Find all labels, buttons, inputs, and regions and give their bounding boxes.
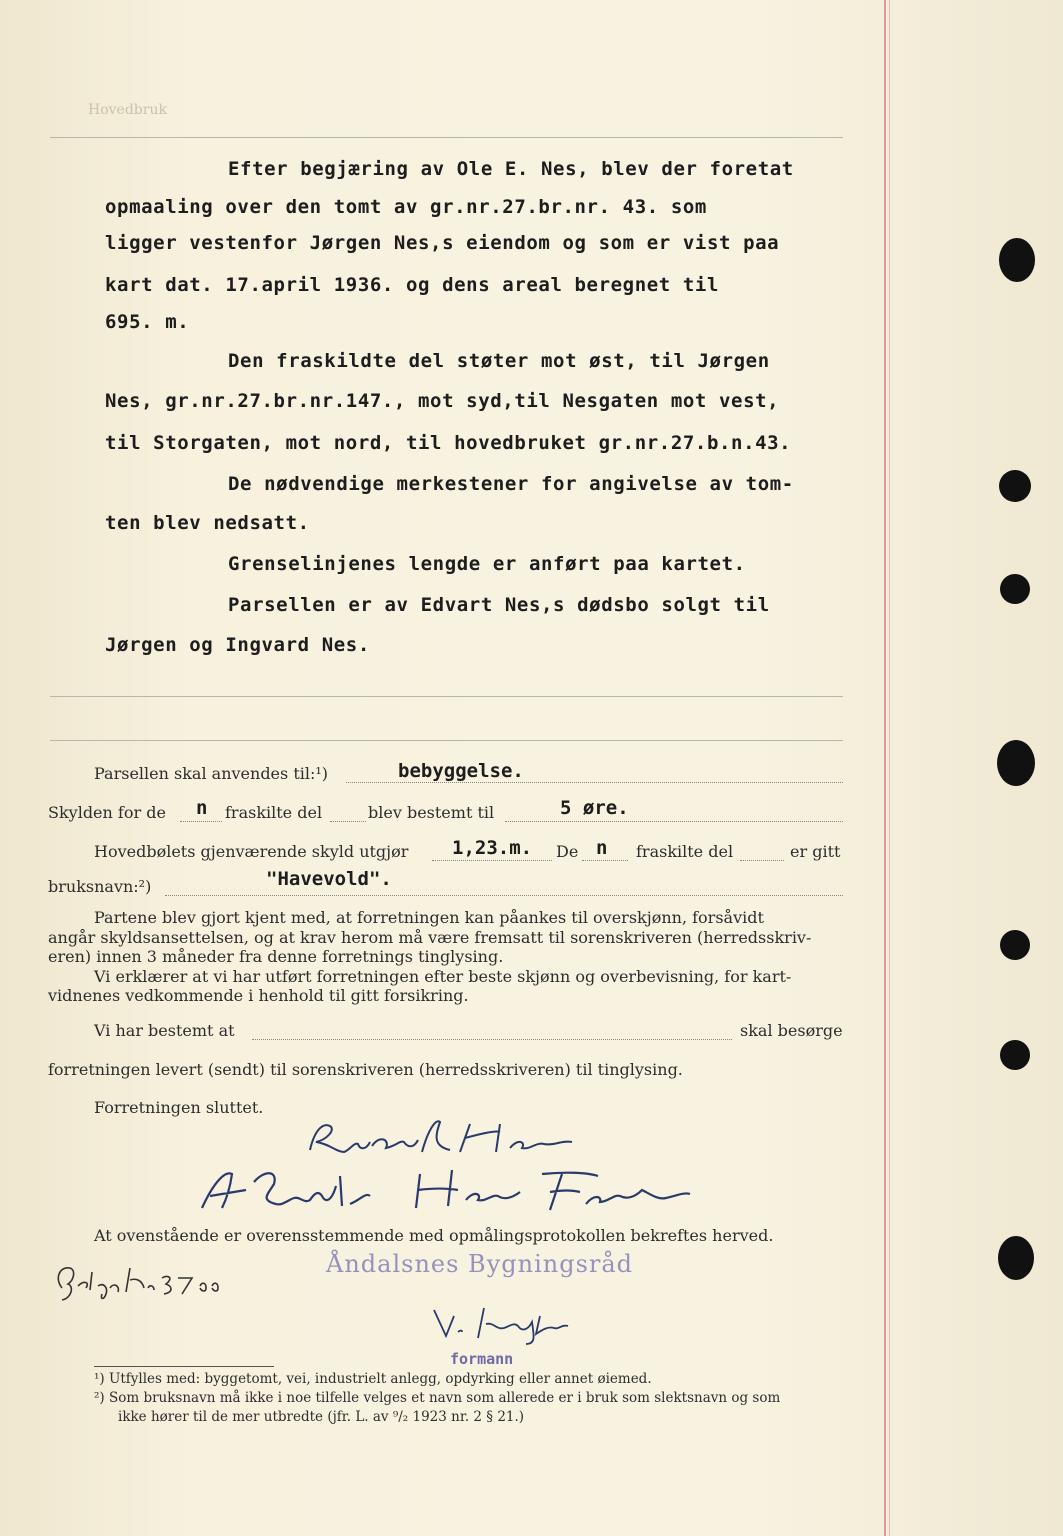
footnote: ikke hører til de mer utbredte (jfr. L. av ⁹/₂ 1923 nr. 2 § 21.) — [118, 1409, 525, 1425]
hoved-dots-3 — [740, 860, 784, 861]
hoved-label: Hovedbølets gjenværende skyld utgjør — [94, 842, 409, 861]
hoved-de: De — [556, 842, 579, 861]
typed-line: Jørgen og Ingvard Nes. — [105, 634, 370, 656]
punch-hole — [999, 238, 1035, 282]
typed-line: kart dat. 17.april 1936. og dens areal beregnet til — [105, 274, 719, 296]
typed-line: 695. m. — [105, 311, 190, 333]
typed-line: Den fraskildte del støter mot øst, til Jørgen — [228, 350, 770, 372]
punch-hole — [997, 740, 1035, 786]
header-mark: Hovedbruk — [88, 102, 167, 118]
signature-rudolf — [300, 1112, 620, 1162]
skyld-label: Skylden for de — [48, 803, 166, 822]
footnote: ²) Som bruksnavn må ikke i noe tilfelle velges et navn som allerede er i bruk som slektsnavn og som — [94, 1390, 781, 1406]
typed-line: Grenselinjenes lengde er anført paa kartet. — [228, 553, 746, 575]
skyld-n: n — [196, 797, 208, 819]
typed-line: til Storgaten, mot nord, til hovedbruket gr.nr.27.b.n.43. — [105, 432, 792, 454]
signature-formann — [424, 1296, 584, 1346]
footnote: ¹) Utfylles med: byggetomt, vei, industrielt anlegg, opdyrking eller annet øiemed. — [94, 1371, 652, 1387]
ruled-line — [50, 696, 843, 697]
margin-line — [884, 0, 886, 1536]
typed-line: ten blev nedsatt. — [105, 512, 310, 534]
punch-hole — [1000, 574, 1030, 604]
typed-line: Nes, gr.nr.27.br.nr.147., mot syd,til Nesgaten mot vest, — [105, 390, 780, 412]
sluttet-line: Forretningen sluttet. — [94, 1098, 264, 1117]
skyld-label-2: fraskilte del — [225, 803, 323, 822]
formann-label: formann — [450, 1350, 514, 1368]
typed-line: Parsellen er av Edvart Nes,s dødsbo solgt til — [228, 594, 770, 616]
besorge-label: skal besørge — [740, 1021, 843, 1040]
ruled-line — [50, 740, 843, 741]
typed-line: opmaaling over den tomt av gr.nr.27.br.nr. 43. som — [105, 196, 707, 218]
info-line: eren) innen 3 måneder fra denne forretnings tinglysing. — [48, 947, 504, 966]
hoved-n: n — [596, 837, 608, 859]
info-line: Vi erklærer at vi har utført forretningen efter beste skjønn og overbevisning, for kart- — [94, 967, 792, 986]
typed-line: ligger vestenfor Jørgen Nes,s eiendom og som er vist paa — [105, 232, 780, 254]
info-line: angår skyldsansettelsen, og at krav herom må være fremsatt til sorenskriveren (herredsskriv- — [48, 928, 812, 947]
footnote-rule — [94, 1366, 274, 1367]
info-line: Partene blev gjort kjent med, at forretningen kan påankes til overskjønn, forsåvidt — [94, 908, 764, 927]
skyld-label-3: blev bestemt til — [368, 803, 495, 822]
info-line: vidnenes vedkommende i henhold til gitt forsikring. — [48, 986, 469, 1005]
ruled-line — [50, 137, 843, 138]
bruksnavn-dots — [165, 895, 843, 896]
typed-line: Efter begjæring av Ole E. Nes, blev der foretat — [228, 158, 794, 180]
hoved-dots-1 — [432, 860, 552, 861]
typed-line: De nødvendige merkestener for angivelse av tom- — [228, 473, 794, 495]
bestemt-dots — [252, 1039, 732, 1040]
margin-line-inner — [889, 0, 890, 1536]
skyld-dots-1 — [180, 821, 222, 822]
office-stamp: Åndalsnes Bygningsråd — [326, 1250, 634, 1278]
skyld-dots-3 — [505, 821, 843, 822]
signature-second — [190, 1160, 810, 1220]
bruksnavn-value: "Havevold". — [266, 868, 392, 890]
hoved-fraskilte: fraskilte del — [636, 842, 734, 861]
punch-hole — [1000, 930, 1030, 960]
punch-hole — [998, 1236, 1034, 1280]
hoved-value: 1,23.m. — [452, 837, 533, 859]
skyld-value: 5 øre. — [560, 797, 629, 819]
use-dots — [346, 782, 843, 783]
levert-line: forretningen levert (sendt) til sorenskriveren (herredsskriveren) til tinglysing. — [48, 1060, 683, 1079]
confirm-line: At ovenstående er overensstemmende med opmålingsprotokollen bekreftes herved. — [94, 1226, 774, 1245]
punch-hole — [999, 470, 1031, 502]
hoved-dots-2 — [582, 860, 628, 861]
punch-hole — [1000, 1040, 1030, 1070]
fee-note — [50, 1258, 240, 1304]
bestemt-label: Vi har bestemt at — [94, 1021, 235, 1040]
use-value: bebyggelse. — [398, 760, 524, 782]
bruksnavn-label: bruksnavn:²) — [48, 877, 152, 896]
skyld-dots-2 — [330, 821, 366, 822]
hoved-gitt: er gitt — [790, 842, 841, 861]
use-label: Parsellen skal anvendes til:¹) — [94, 764, 329, 783]
